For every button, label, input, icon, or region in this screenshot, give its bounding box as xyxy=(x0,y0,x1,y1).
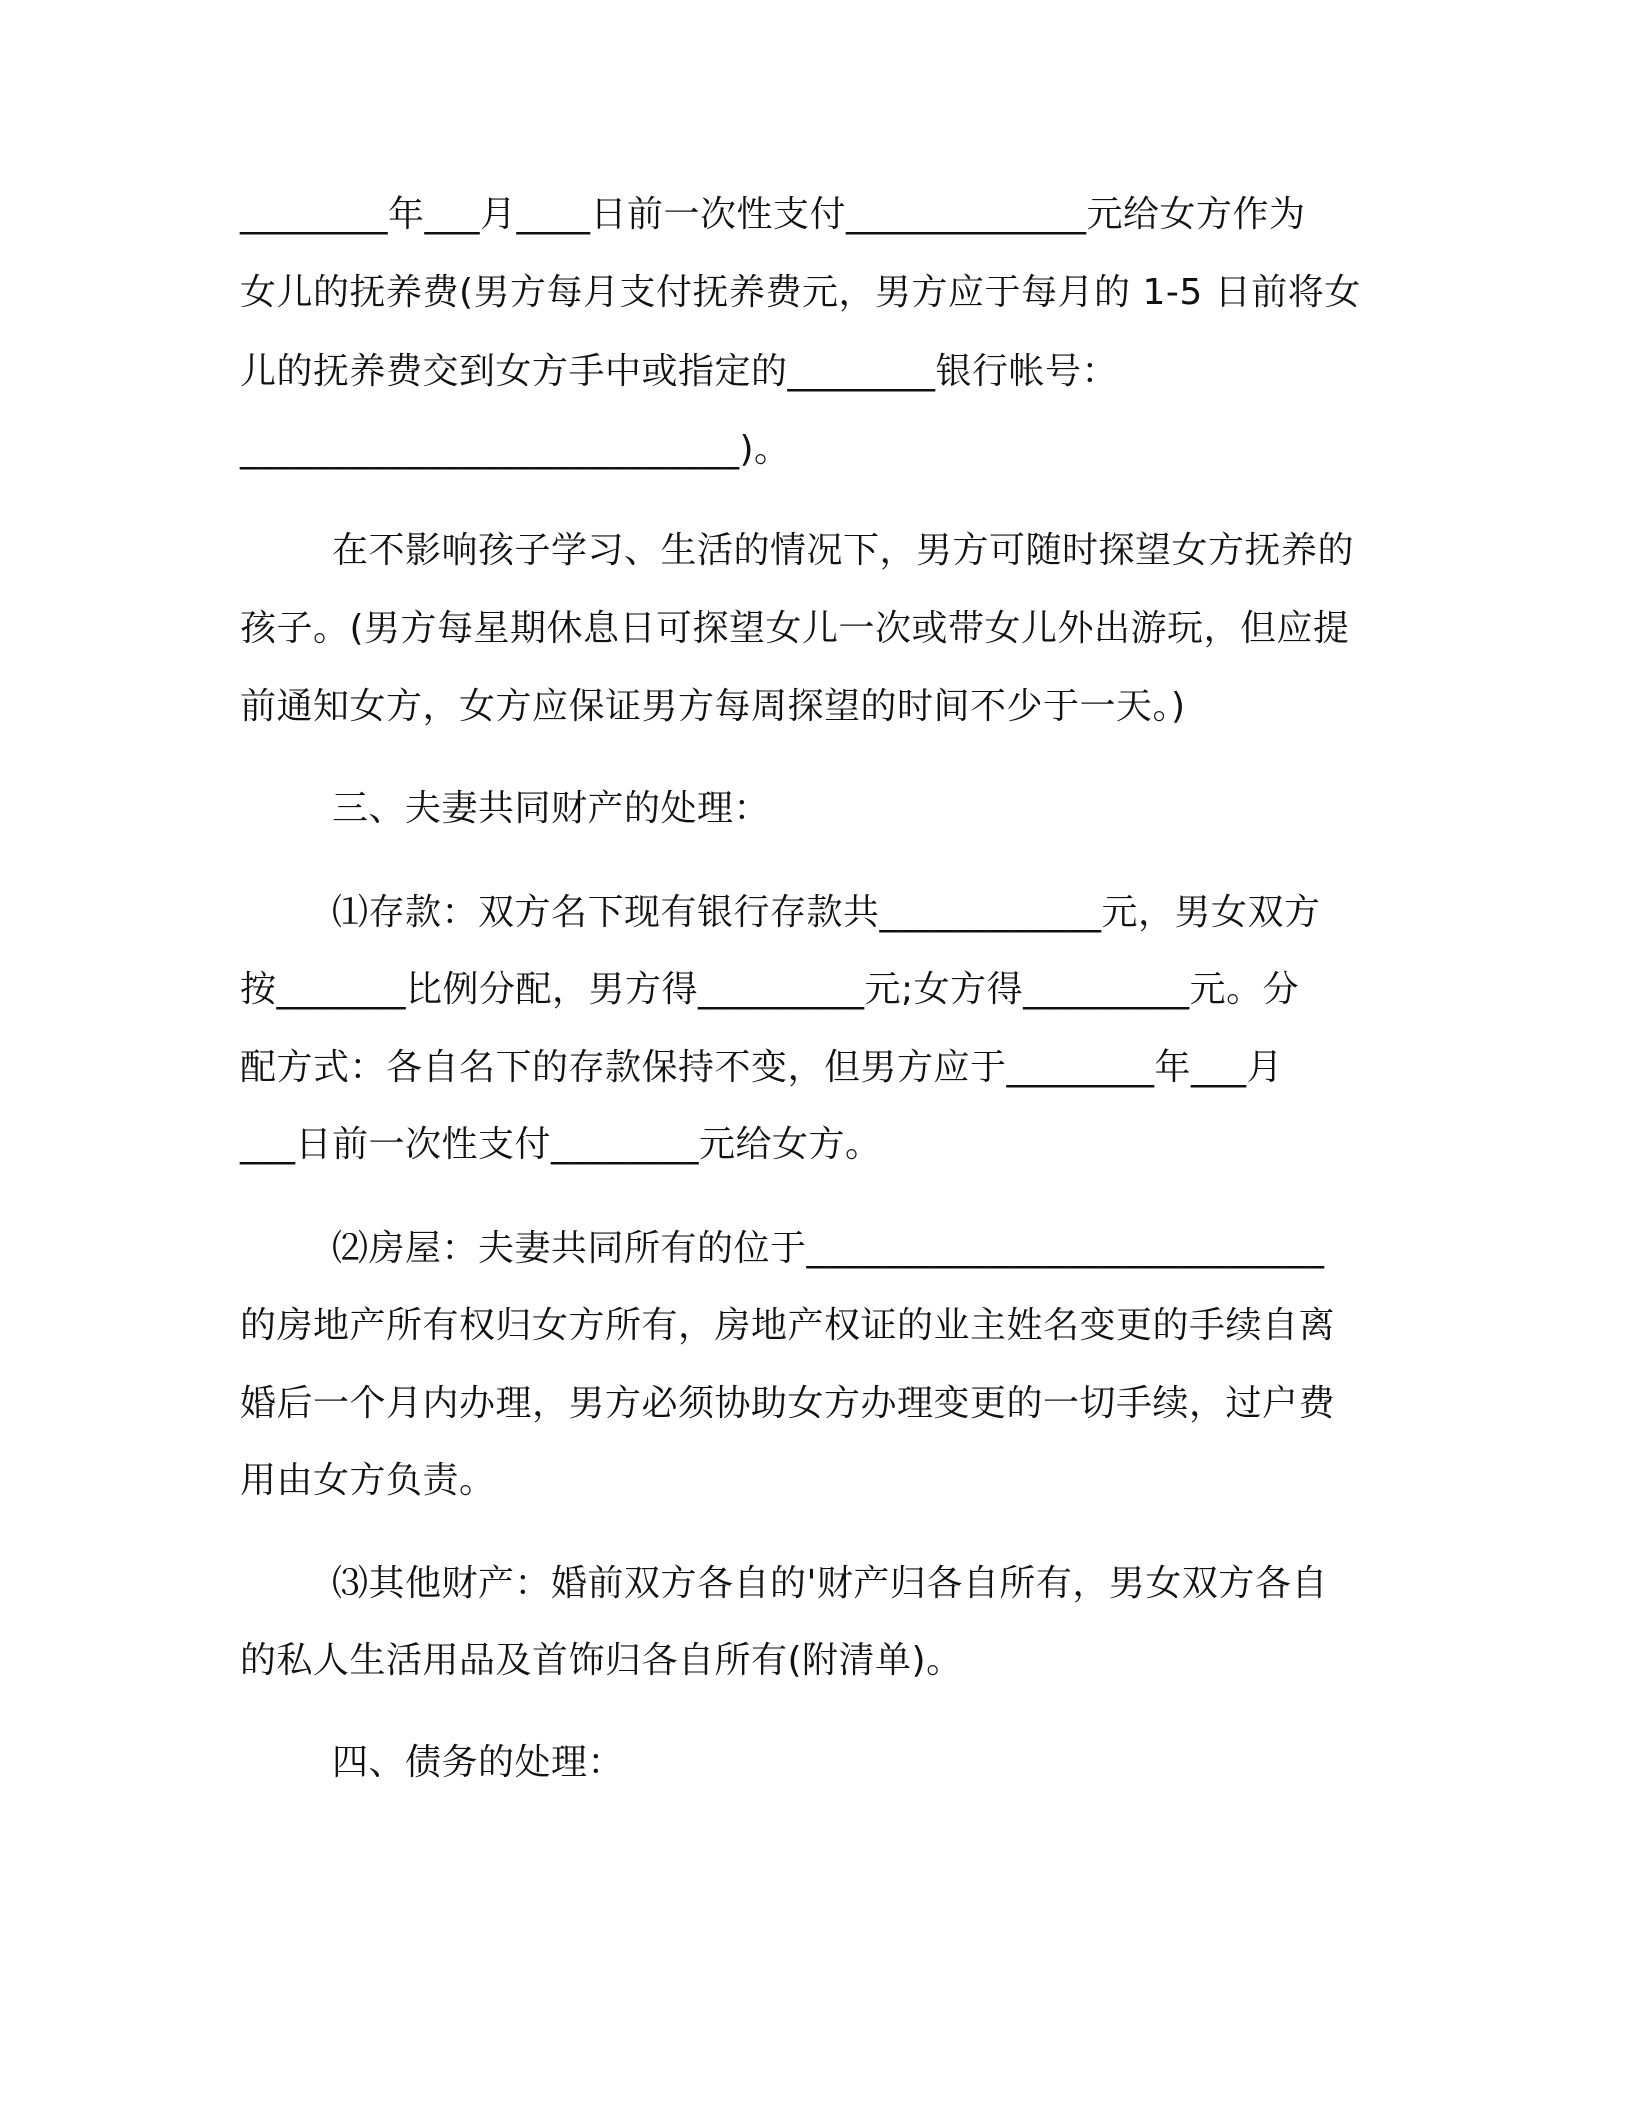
text-line: 的私人生活用品及首饰归各自所有(附清单)。 xyxy=(240,1640,963,1681)
text-line: 女儿的抚养费(男方每月支付抚养费元，男方应于每月的 1-5 日前将女 xyxy=(240,272,1361,313)
text-line: ___日前一次性支付________元给女方。 xyxy=(240,1124,882,1165)
text-line: 婚后一个月内办理，男方必须协助女方办理变更的一切手续，过户费 xyxy=(240,1383,1336,1424)
text-line: 按_______比例分配，男方得_________元;女方得_________元。分 xyxy=(240,969,1300,1010)
section-heading: 三、夫妻共同财产的处理： xyxy=(332,788,771,829)
text-line: 儿的抚养费交到女方手中或指定的________银行帐号： xyxy=(240,351,1119,392)
text-line: 在不影响孩子学习、生活的情况下，男方可随时探望女方抚养的 xyxy=(332,530,1355,571)
text-line: ⑴存款：双方名下现有银行存款共____________元，男女双方 xyxy=(332,892,1321,933)
text-line: 的房地产所有权归女方所有，房地产权证的业主姓名变更的手续自离 xyxy=(240,1305,1336,1346)
text-line: 用由女方负责。 xyxy=(240,1460,496,1501)
text-line: 配方式：各自名下的存款保持不变，但男方应于________年___月 xyxy=(240,1047,1284,1088)
text-line: ___________________________)。 xyxy=(240,429,791,470)
text-line: 前通知女方，女方应保证男方每周探望的时间不少于一天。) xyxy=(240,686,1186,727)
text-line: ________年___月____日前一次性支付_____________元给女方作为 xyxy=(240,194,1306,235)
section-heading: 四、债务的处理： xyxy=(332,1742,625,1783)
text-line: ⑵房屋：夫妻共同所有的位于____________________________ xyxy=(332,1228,1325,1269)
text-line: ⑶其他财产：婚前双方各自的'财产归各自所有，男女双方各自 xyxy=(332,1563,1328,1604)
text-line: 孩子。(男方每星期休息日可探望女儿一次或带女儿外出游玩，但应提 xyxy=(240,608,1350,649)
